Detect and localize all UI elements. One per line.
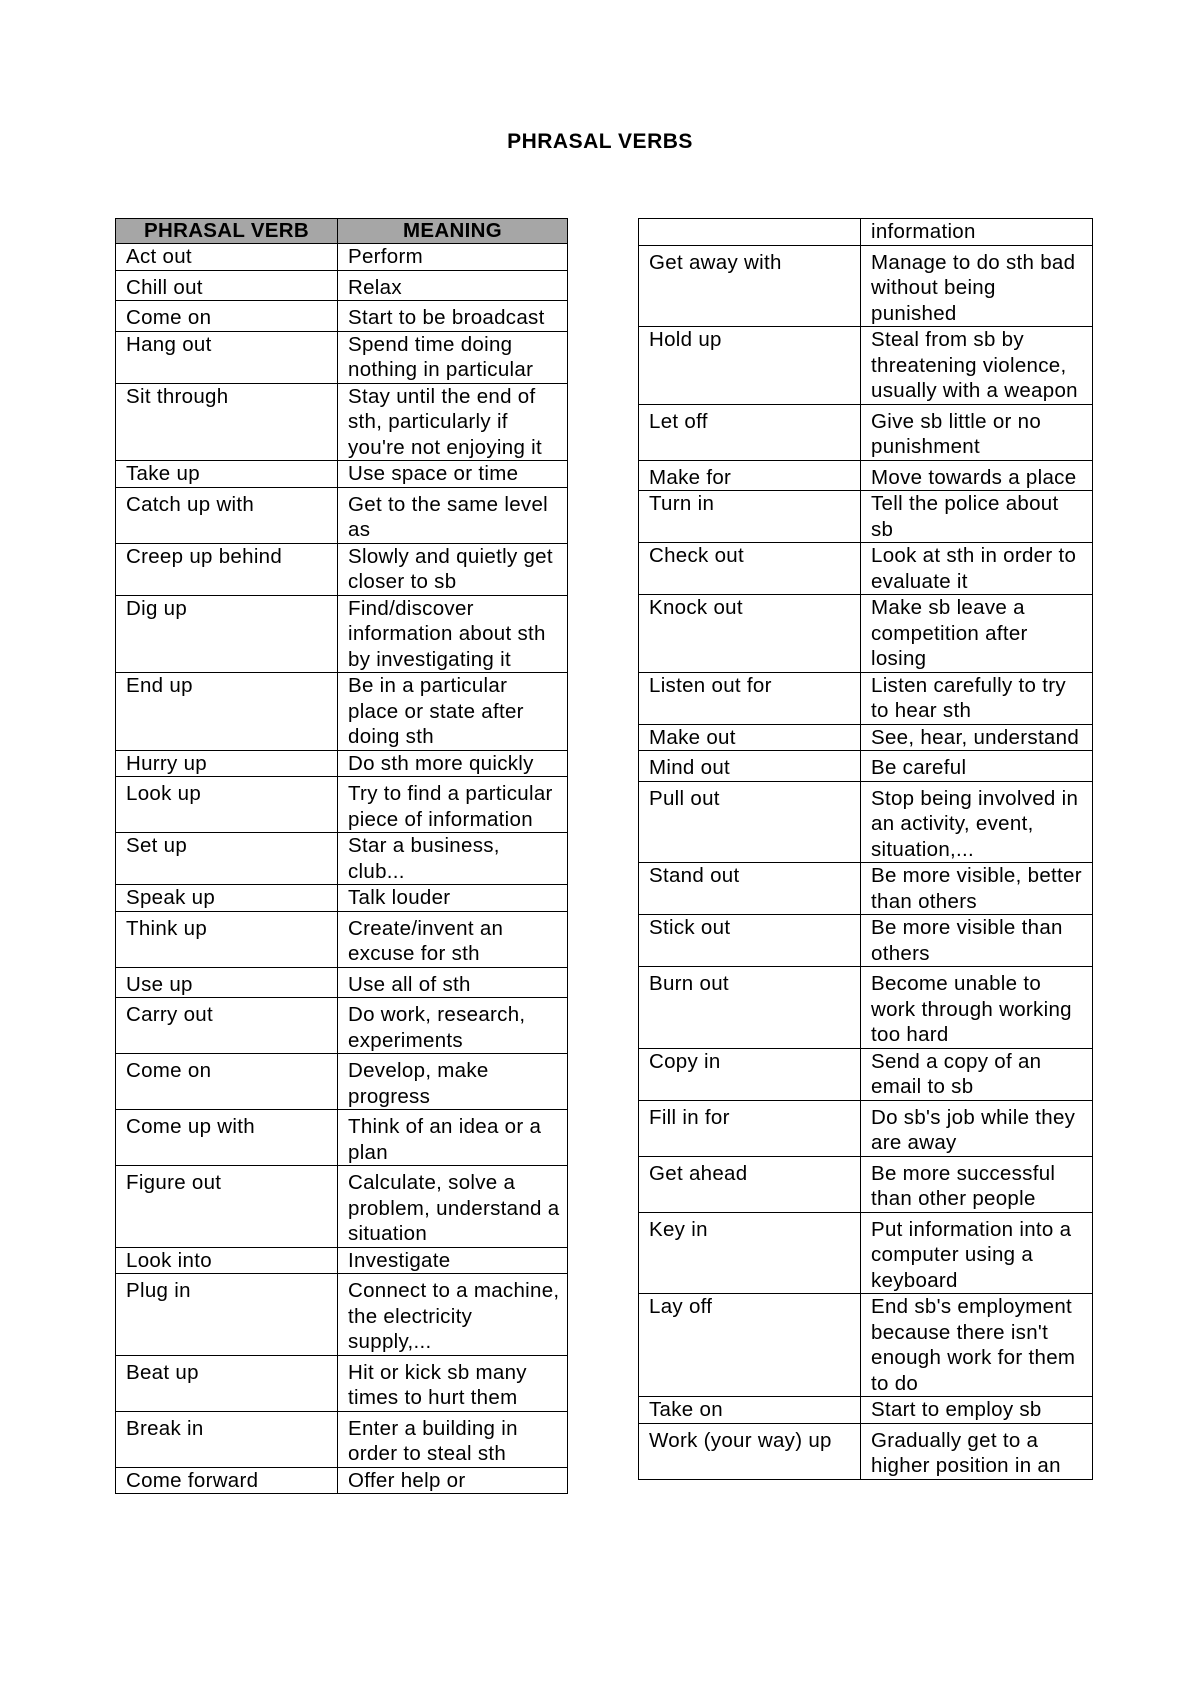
phrasal-verb-cell: Stick out bbox=[639, 915, 861, 967]
meaning-cell: Do sb's job while they are away bbox=[861, 1100, 1093, 1156]
meaning-cell: Connect to a machine, the electricity supply,... bbox=[338, 1274, 568, 1356]
table-row bbox=[116, 777, 568, 833]
meaning-cell: Be more successful than other people bbox=[861, 1156, 1093, 1212]
meaning-cell: Calculate, solve a problem, understand a situation bbox=[338, 1166, 568, 1248]
meaning-cell: Do work, research, experiments bbox=[338, 998, 568, 1054]
page-title: PHRASAL VERBS bbox=[507, 130, 693, 153]
table-row bbox=[639, 404, 1093, 460]
table-row bbox=[639, 672, 1093, 724]
table-row bbox=[639, 1212, 1093, 1294]
phrasal-verb-cell: Check out bbox=[639, 543, 861, 595]
table-row bbox=[116, 1110, 568, 1166]
table-row bbox=[116, 1467, 568, 1494]
table-row bbox=[116, 833, 568, 885]
phrasal-verb-cell: Think up bbox=[116, 911, 338, 967]
table-row bbox=[639, 1100, 1093, 1156]
table-row bbox=[639, 724, 1093, 751]
table-row bbox=[116, 543, 568, 595]
phrasal-verb-cell: Break in bbox=[116, 1411, 338, 1467]
phrasal-verb-cell: Beat up bbox=[116, 1355, 338, 1411]
meaning-cell: Give sb little or no punishment bbox=[861, 404, 1093, 460]
meaning-cell: Be more visible than others bbox=[861, 915, 1093, 967]
table-row bbox=[639, 751, 1093, 782]
meaning-cell: Use space or time bbox=[338, 461, 568, 488]
table-row bbox=[116, 487, 568, 543]
meaning-cell: Try to find a particular piece of information bbox=[338, 777, 568, 833]
table-body-left bbox=[116, 244, 568, 1494]
phrasal-verb-cell: Come up with bbox=[116, 1110, 338, 1166]
phrasal-verb-cell: Hurry up bbox=[116, 750, 338, 777]
meaning-cell: Start to employ sb bbox=[861, 1397, 1093, 1424]
phrasal-verb-cell: Come forward bbox=[116, 1467, 338, 1494]
phrasal-verb-cell: Copy in bbox=[639, 1048, 861, 1100]
meaning-cell: Send a copy of an email to sb bbox=[861, 1048, 1093, 1100]
meaning-cell: Develop, make progress bbox=[338, 1054, 568, 1110]
phrasal-verb-cell: Get ahead bbox=[639, 1156, 861, 1212]
meaning-cell: Look at sth in order to evaluate it bbox=[861, 543, 1093, 595]
meaning-cell: Create/invent an excuse for sth bbox=[338, 911, 568, 967]
phrasal-verb-cell: Let off bbox=[639, 404, 861, 460]
table-row bbox=[116, 998, 568, 1054]
meaning-cell: Think of an idea or a plan bbox=[338, 1110, 568, 1166]
phrasal-verb-cell: Sit through bbox=[116, 383, 338, 461]
phrasal-verbs-table-left bbox=[115, 218, 568, 1494]
phrasal-verb-cell: Get away with bbox=[639, 245, 861, 327]
meaning-cell: Perform bbox=[338, 244, 568, 271]
meaning-cell: Enter a building in order to steal sth bbox=[338, 1411, 568, 1467]
phrasal-verb-cell: Chill out bbox=[116, 270, 338, 301]
meaning-cell: Gradually get to a higher position in an bbox=[861, 1423, 1093, 1479]
table-row bbox=[639, 491, 1093, 543]
phrasal-verb-cell: Carry out bbox=[116, 998, 338, 1054]
phrasal-verb-cell: Creep up behind bbox=[116, 543, 338, 595]
phrasal-verb-cell: Pull out bbox=[639, 781, 861, 863]
table-row bbox=[116, 595, 568, 673]
table-row bbox=[639, 1397, 1093, 1424]
phrasal-verb-cell: Work (your way) up bbox=[639, 1423, 861, 1479]
phrasal-verb-cell: Listen out for bbox=[639, 672, 861, 724]
header-phrasal-verb: PHRASAL VERB bbox=[116, 219, 338, 244]
meaning-cell: Manage to do sth bad without being punished bbox=[861, 245, 1093, 327]
phrasal-verb-cell: Use up bbox=[116, 967, 338, 998]
table-row bbox=[639, 915, 1093, 967]
meaning-cell: Be more visible, better than others bbox=[861, 863, 1093, 915]
table-row bbox=[116, 1247, 568, 1274]
table-row bbox=[639, 781, 1093, 863]
phrasal-verb-cell: Act out bbox=[116, 244, 338, 271]
phrasal-verb-cell: Turn in bbox=[639, 491, 861, 543]
table-row bbox=[639, 543, 1093, 595]
phrasal-verb-cell: Stand out bbox=[639, 863, 861, 915]
meaning-cell: Become unable to work through working too hard bbox=[861, 967, 1093, 1049]
phrasal-verb-cell: Lay off bbox=[639, 1294, 861, 1397]
table-row bbox=[116, 461, 568, 488]
phrasal-verb-cell: Mind out bbox=[639, 751, 861, 782]
meaning-cell: See, hear, understand bbox=[861, 724, 1093, 751]
table-row bbox=[639, 1423, 1093, 1479]
phrasal-verb-cell: Speak up bbox=[116, 885, 338, 912]
phrasal-verb-cell: Take on bbox=[639, 1397, 861, 1424]
table-row bbox=[116, 673, 568, 751]
phrasal-verb-cell: Burn out bbox=[639, 967, 861, 1049]
meaning-cell: Make sb leave a competition after losing bbox=[861, 595, 1093, 673]
phrasal-verb-cell bbox=[639, 219, 861, 246]
phrasal-verb-cell: Set up bbox=[116, 833, 338, 885]
table-header-row bbox=[116, 219, 568, 244]
phrasal-verb-cell: Hang out bbox=[116, 331, 338, 383]
table-row bbox=[639, 327, 1093, 405]
meaning-cell: Put information into a computer using a keyboard bbox=[861, 1212, 1093, 1294]
meaning-cell: Stay until the end of sth, particularly if you're not enjoying it bbox=[338, 383, 568, 461]
phrasal-verb-cell: Hold up bbox=[639, 327, 861, 405]
phrasal-verb-cell: Catch up with bbox=[116, 487, 338, 543]
table-row bbox=[116, 911, 568, 967]
meaning-cell: Spend time doing nothing in particular bbox=[338, 331, 568, 383]
phrasal-verb-cell: Dig up bbox=[116, 595, 338, 673]
phrasal-verb-cell: Plug in bbox=[116, 1274, 338, 1356]
table-row bbox=[116, 1355, 568, 1411]
table-body-right bbox=[639, 219, 1093, 1480]
meaning-cell: Listen carefully to try to hear sth bbox=[861, 672, 1093, 724]
phrasal-verb-cell: Make for bbox=[639, 460, 861, 491]
phrasal-verb-cell: Figure out bbox=[116, 1166, 338, 1248]
meaning-cell: Relax bbox=[338, 270, 568, 301]
phrasal-verbs-table-right bbox=[638, 218, 1093, 1480]
meaning-cell: Be in a particular place or state after doing sth bbox=[338, 673, 568, 751]
meaning-cell: Do sth more quickly bbox=[338, 750, 568, 777]
table-row bbox=[639, 967, 1093, 1049]
meaning-cell: Hit or kick sb many times to hurt them bbox=[338, 1355, 568, 1411]
meaning-cell: Slowly and quietly get closer to sb bbox=[338, 543, 568, 595]
table-row bbox=[116, 270, 568, 301]
table-row bbox=[639, 245, 1093, 327]
phrasal-verb-cell: Knock out bbox=[639, 595, 861, 673]
phrasal-verb-cell: Come on bbox=[116, 1054, 338, 1110]
meaning-cell: Tell the police about sb bbox=[861, 491, 1093, 543]
meaning-cell: Talk louder bbox=[338, 885, 568, 912]
table-row bbox=[639, 1048, 1093, 1100]
table-row bbox=[116, 301, 568, 332]
meaning-cell: information bbox=[861, 219, 1093, 246]
meaning-cell: Find/discover information about sth by investigating it bbox=[338, 595, 568, 673]
table-row bbox=[116, 1411, 568, 1467]
meaning-cell: End sb's employment because there isn't enough work for them to do bbox=[861, 1294, 1093, 1397]
table-row bbox=[116, 1166, 568, 1248]
phrasal-verb-cell: Come on bbox=[116, 301, 338, 332]
phrasal-verb-cell: Look into bbox=[116, 1247, 338, 1274]
phrasal-verb-cell: Take up bbox=[116, 461, 338, 488]
meaning-cell: Start to be broadcast bbox=[338, 301, 568, 332]
table-row bbox=[639, 460, 1093, 491]
meaning-cell: Investigate bbox=[338, 1247, 568, 1274]
table-row bbox=[116, 383, 568, 461]
table-row bbox=[639, 219, 1093, 246]
meaning-cell: Be careful bbox=[861, 751, 1093, 782]
meaning-cell: Stop being involved in an activity, event, situation,... bbox=[861, 781, 1093, 863]
meaning-cell: Offer help or bbox=[338, 1467, 568, 1494]
table-row bbox=[639, 595, 1093, 673]
table-row bbox=[116, 331, 568, 383]
table-row bbox=[116, 1274, 568, 1356]
meaning-cell: Move towards a place bbox=[861, 460, 1093, 491]
meaning-cell: Steal from sb by threatening violence, usually with a weapon bbox=[861, 327, 1093, 405]
header-meaning: MEANING bbox=[338, 219, 568, 244]
meaning-cell: Star a business, club... bbox=[338, 833, 568, 885]
phrasal-verb-cell: Make out bbox=[639, 724, 861, 751]
table-row bbox=[639, 1294, 1093, 1397]
phrasal-verb-cell: Key in bbox=[639, 1212, 861, 1294]
meaning-cell: Use all of sth bbox=[338, 967, 568, 998]
table-row bbox=[116, 967, 568, 998]
meaning-cell: Get to the same level as bbox=[338, 487, 568, 543]
phrasal-verb-cell: End up bbox=[116, 673, 338, 751]
phrasal-verb-cell: Look up bbox=[116, 777, 338, 833]
table-row bbox=[639, 863, 1093, 915]
table-row bbox=[639, 1156, 1093, 1212]
phrasal-verb-cell: Fill in for bbox=[639, 1100, 861, 1156]
table-row bbox=[116, 750, 568, 777]
table-row bbox=[116, 885, 568, 912]
table-row bbox=[116, 244, 568, 271]
table-row bbox=[116, 1054, 568, 1110]
